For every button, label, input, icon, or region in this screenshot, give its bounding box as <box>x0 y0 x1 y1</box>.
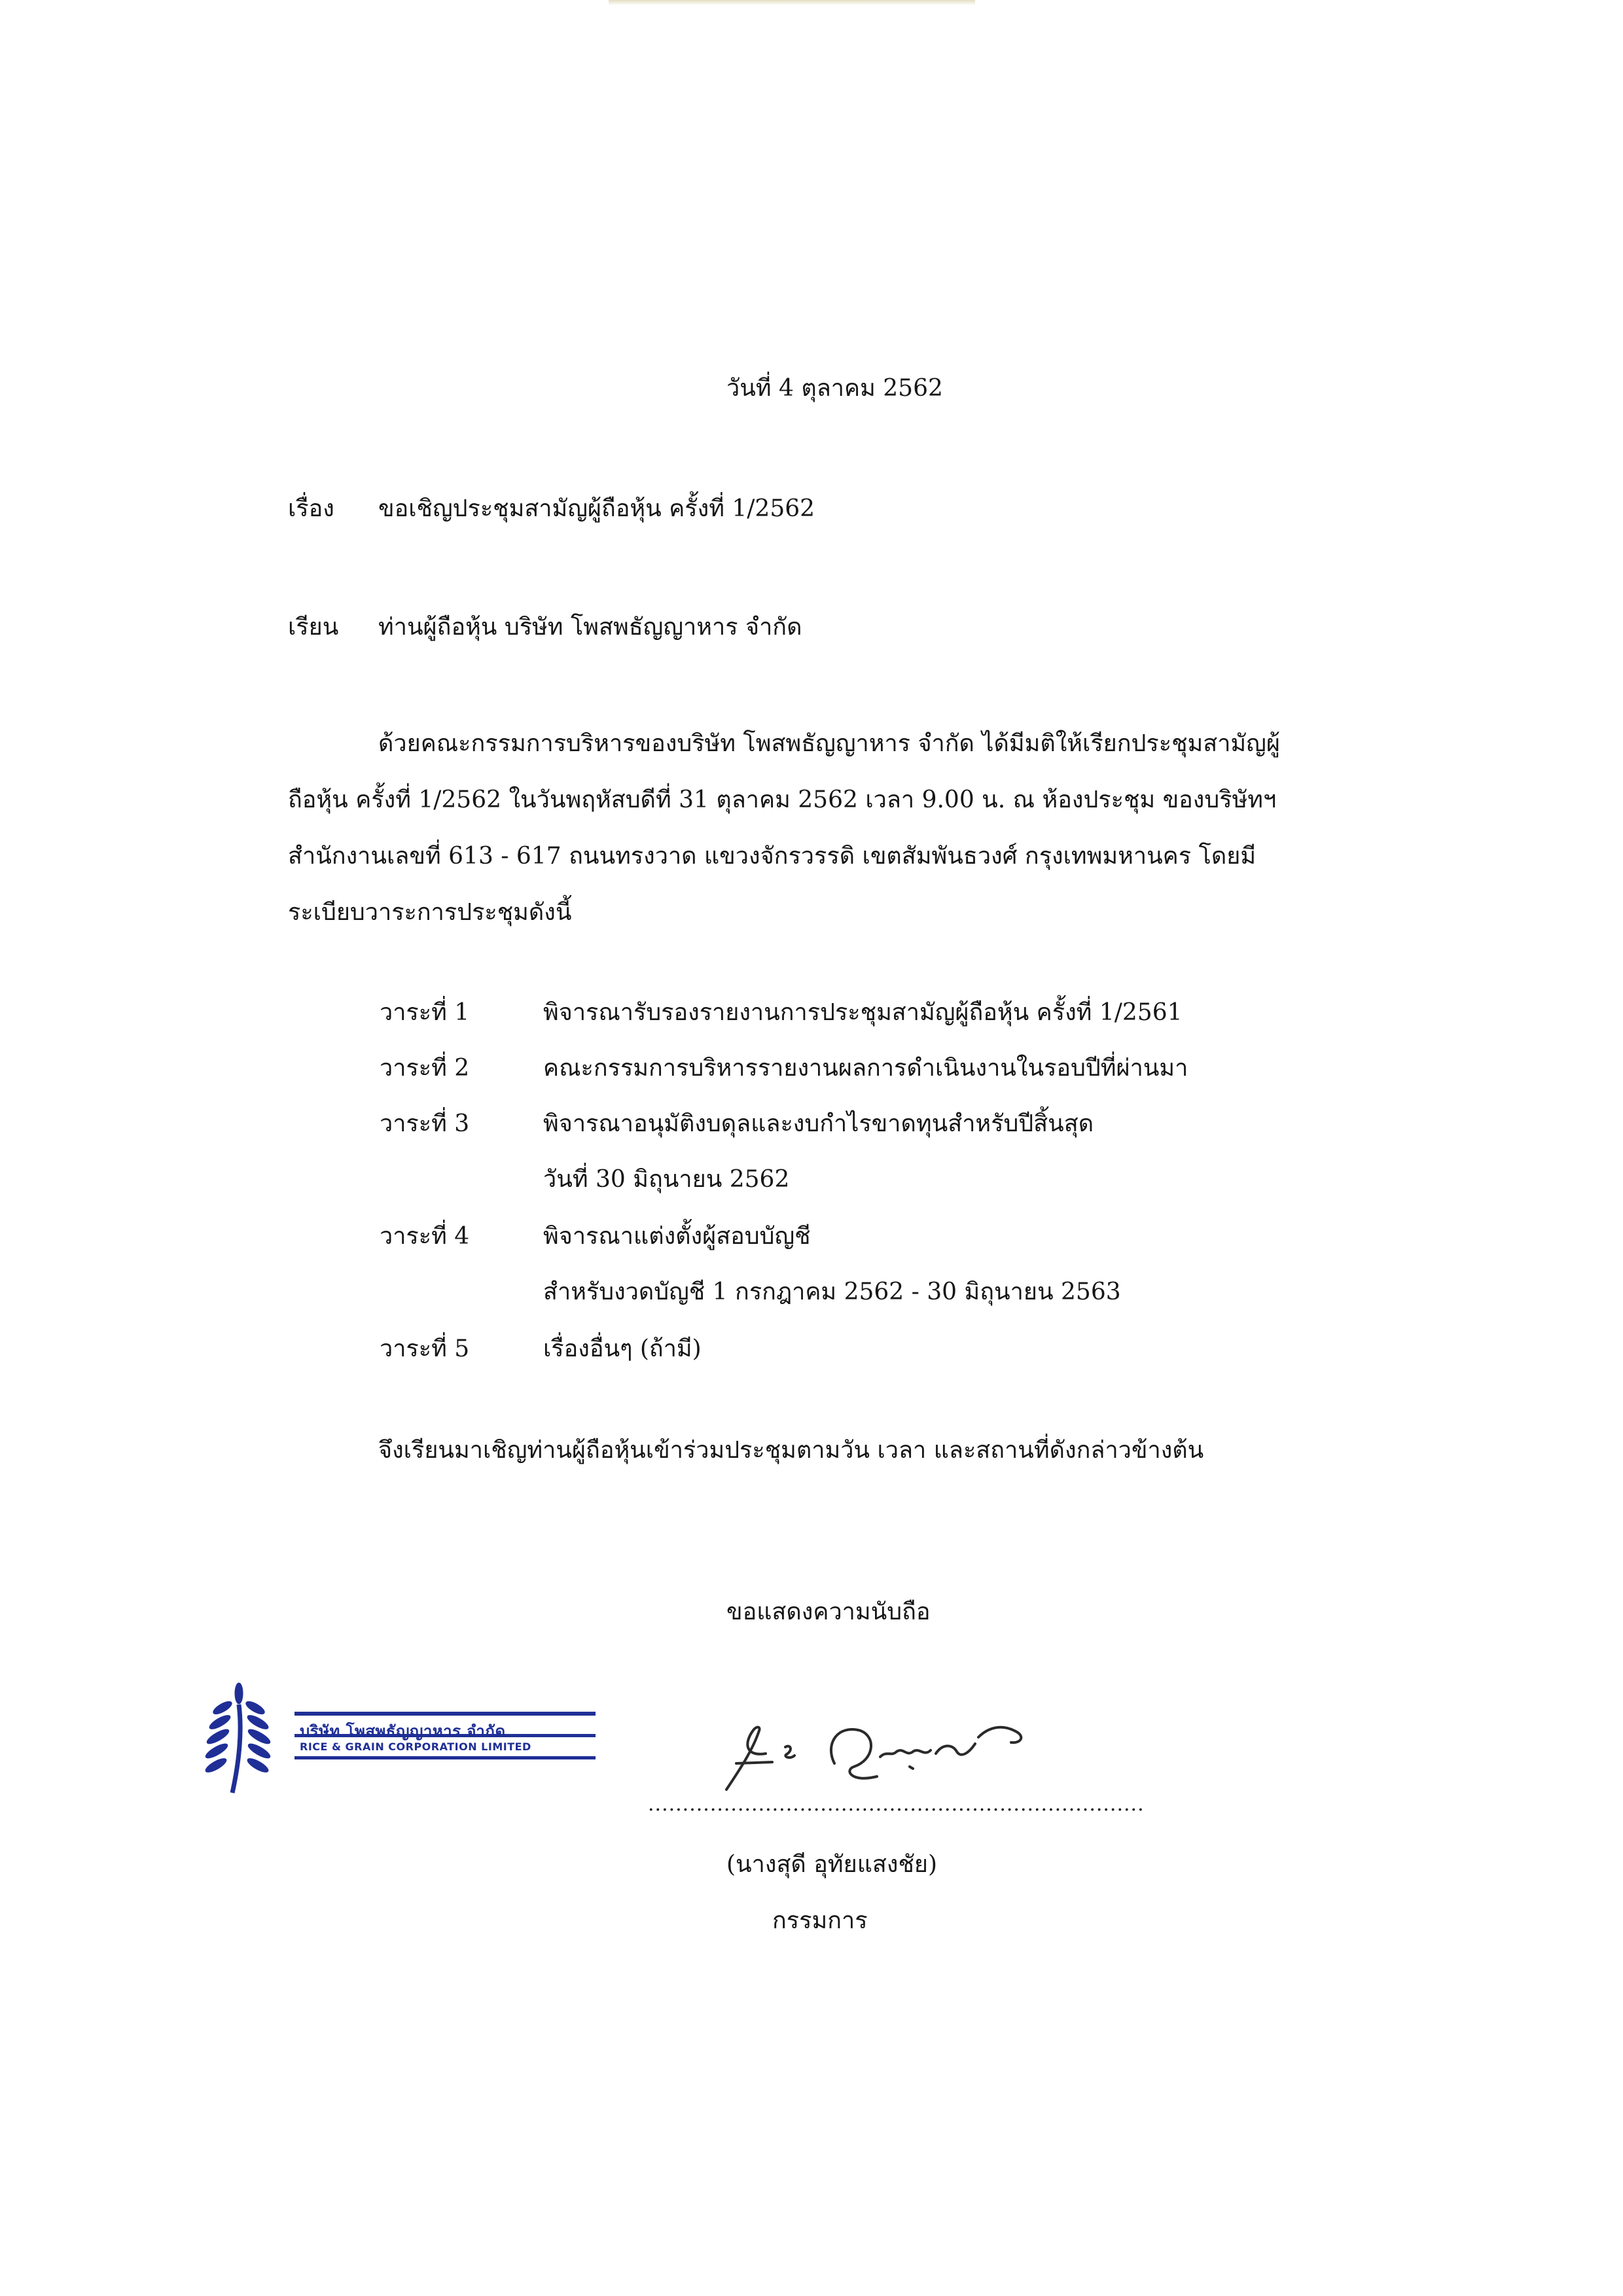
agenda-text: คณะกรรมการบริหารรายงานผลการดำเนินงานในรอบปีที่ผ่านมา <box>543 1055 1188 1082</box>
agenda-label: วาระที่ 5 <box>380 1335 470 1362</box>
agenda-text: พิจารณารับรองรายงานการประชุมสามัญผู้ถือหุ้น ครั้งที่ 1/2561 <box>543 999 1183 1026</box>
agenda-text: พิจารณาแต่งตั้งผู้สอบบัญชี <box>543 1223 811 1250</box>
body-line-1: ด้วยคณะกรรมการบริหารของบริษัท โพสพธัญญาหาร จำกัด ได้มีมติให้เรียกประชุมสามัญผู้ <box>378 730 1280 757</box>
body-line-3: สำนักงานเลขที่ 613 - 617 ถนนทรงวาด แขวงจักรวรรดิ เขตสัมพันธวงศ์ กรุงเทพมหานคร โดยมี <box>288 843 1257 870</box>
logo-company-thai: บริษัท โพสพธัญญาหาร จำกัด <box>300 1722 506 1740</box>
agenda-label: วาระที่ 4 <box>380 1223 470 1250</box>
recipient-text: ท่านผู้ถือหุ้น บริษัท โพสพธัญญาหาร จำกัด <box>378 614 802 641</box>
agenda-text: พิจารณาอนุมัติงบดุลและงบกำไรขาดทุนสำหรับปีสิ้นสุด <box>543 1110 1094 1137</box>
company-logo <box>196 1669 602 1799</box>
closing-line: จึงเรียนมาเชิญท่านผู้ถือหุ้นเข้าร่วมประชุมตามวัน เวลา และสถานที่ดังกล่าวข้างต้น <box>378 1437 1204 1464</box>
subject-text: ขอเชิญประชุมสามัญผู้ถือหุ้น ครั้งที่ 1/2562 <box>378 495 815 522</box>
sign-off: ขอแสดงความนับถือ <box>726 1598 931 1625</box>
agenda-text-continued: สำหรับงวดบัญชี 1 กรกฎาคม 2562 - 30 มิถุนายน 2563 <box>543 1279 1121 1305</box>
agenda-label: วาระที่ 3 <box>380 1110 470 1137</box>
signer-title: กรรมการ <box>772 1907 868 1934</box>
signature-line: ........................................................................ <box>648 1793 1145 1816</box>
body-line-4: ระเบียบวาระการประชุมดังนี้ <box>288 899 572 926</box>
recipient-label: เรียน <box>288 614 339 641</box>
agenda-text: เรื่องอื่นๆ (ถ้ามี) <box>543 1335 702 1362</box>
handwritten-signature <box>713 1691 1067 1809</box>
body-line-2: ถือหุ้น ครั้งที่ 1/2562 ในวันพฤหัสบดีที่ 31 ตุลาคม 2562 เวลา 9.00 น. ณ ห้องประชุม ของบริษัทฯ <box>288 786 1277 813</box>
agenda-text-continued: วันที่ 30 มิถุนายน 2562 <box>543 1166 790 1193</box>
signer-name: (นางสุดี อุทัยแสงชัย) <box>726 1851 938 1878</box>
subject-label: เรื่อง <box>288 495 334 522</box>
logo-company-english: RICE & GRAIN CORPORATION LIMITED <box>300 1740 531 1753</box>
scan-edge-mark <box>609 0 975 5</box>
agenda-label: วาระที่ 2 <box>380 1055 470 1082</box>
agenda-label: วาระที่ 1 <box>380 999 470 1026</box>
letter-date: วันที่ 4 ตุลาคม 2562 <box>726 375 943 402</box>
